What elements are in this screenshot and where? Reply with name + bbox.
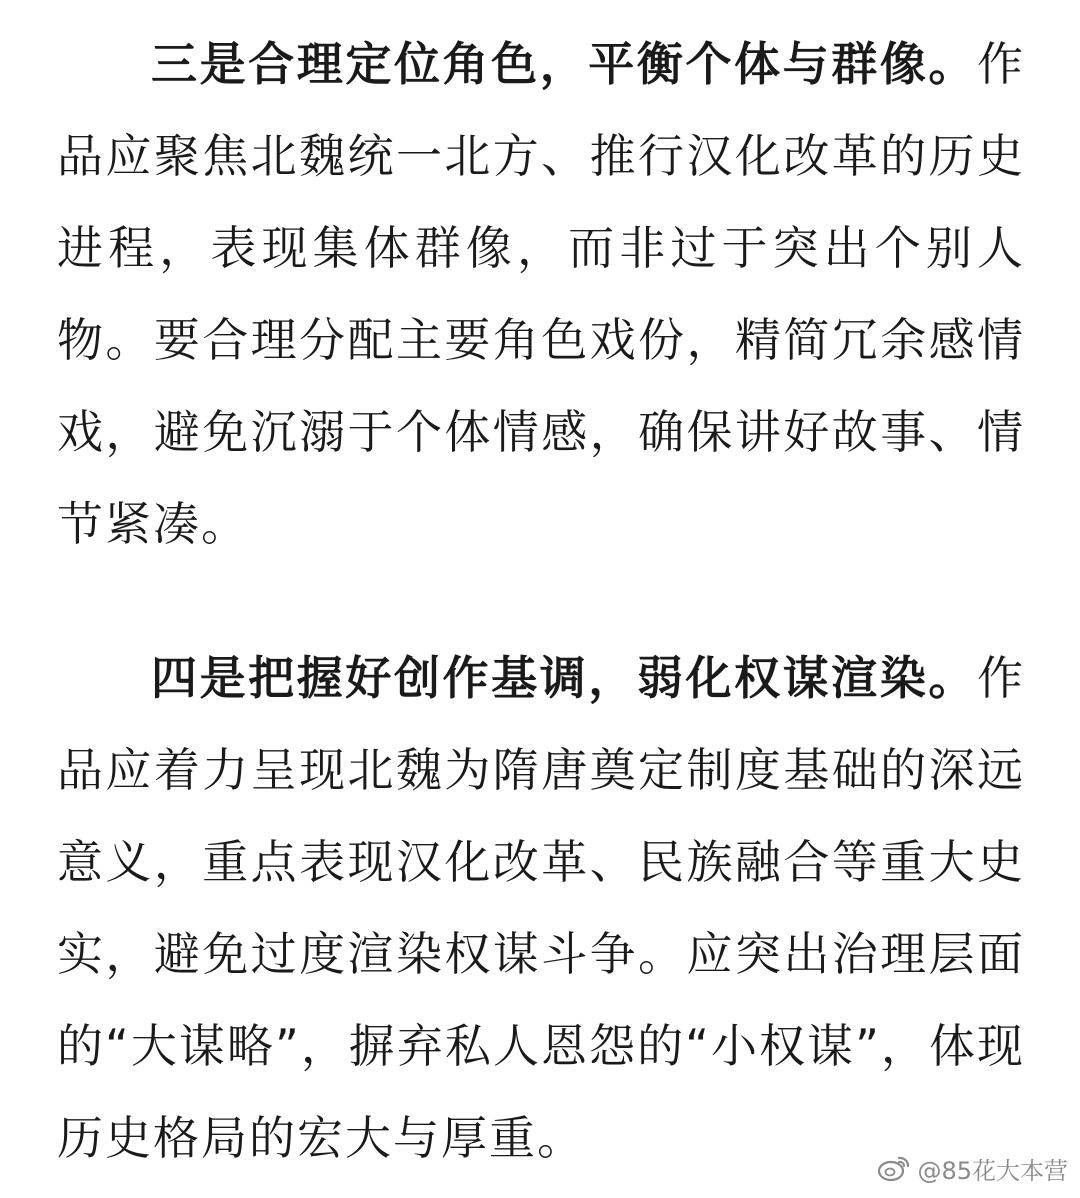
paragraph-four-body: 作品应着力呈现北魏为隋唐奠定制度基础的深远意义，重点表现汉化改革、民族融合等重大史实，避免过度渲染权谋斗争。应突出治理层面的“大谋略”，摒弃私人恩怨的“小权谋”，体现历史格局的宏大与厚重。	[57, 651, 1025, 1165]
paragraph-three	[57, 18, 1025, 570]
paragraph-four	[57, 632, 1025, 1184]
watermark-text: @85花大本营	[917, 1156, 1068, 1185]
paragraph-three-lead: 三是合理定位角色，平衡个体与群像。	[151, 37, 977, 91]
weibo-logo-icon	[877, 1154, 911, 1182]
paragraph-four-lead: 四是把握好创作基调，弱化权谋渲染。	[151, 651, 977, 705]
watermark	[877, 1152, 1068, 1184]
paragraph-three-body: 作品应聚焦北魏统一北方、推行汉化改革的历史进程，表现集体群像，而非过于突出个别人物。要合理分配主要角色戏份，精简冗余感情戏，避免沉溺于个体情感，确保讲好故事、情节紧凑。	[57, 37, 1025, 551]
